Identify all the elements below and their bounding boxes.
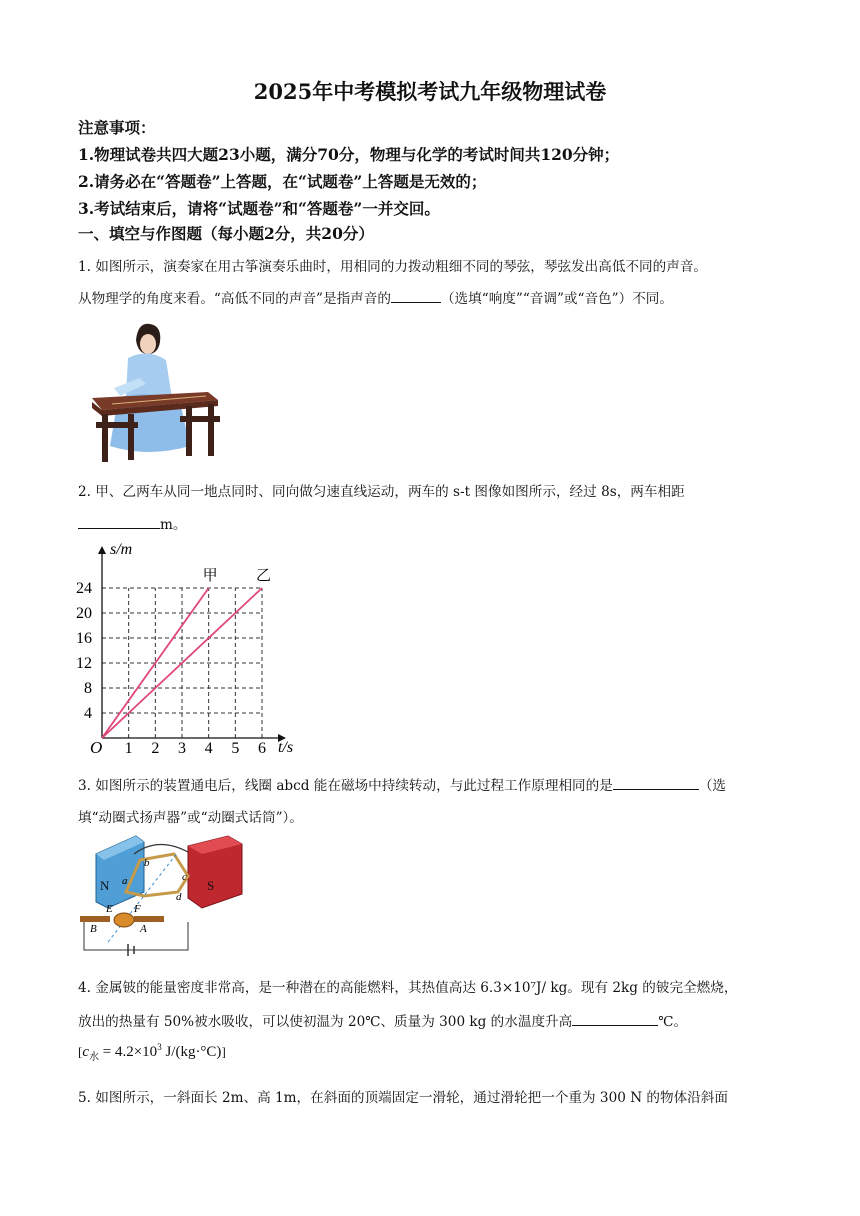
motor-figure — [78, 832, 248, 962]
q1-answer-blank[interactable] — [391, 288, 441, 303]
q4-text-b: ℃。 — [658, 1014, 688, 1030]
label-N: N — [100, 878, 110, 893]
guzheng-player-figure — [88, 318, 228, 466]
series-label: 甲 — [202, 566, 218, 584]
label-A: A — [140, 923, 147, 935]
label-F: F — [134, 903, 141, 915]
label-c: c — [182, 871, 187, 883]
notice-item-3: 3.考试结束后，请将“试题卷”和“答题卷”一并交回。 — [78, 199, 440, 218]
q3-answer-blank[interactable] — [613, 775, 699, 790]
q5-line1: 5. 如图所示，一斜面长 2m、高 1m，在斜面的顶端固定一滑轮，通过滑轮把一个重为 300 N 的物体沿斜面 — [78, 1090, 728, 1106]
formula-c: c — [82, 1044, 90, 1060]
x-tick-label: 4 — [204, 740, 213, 757]
q4-answer-blank[interactable] — [572, 1011, 658, 1026]
label-S: S — [207, 878, 215, 893]
formula-unit: J/(kg·°C) — [161, 1044, 222, 1060]
q3-line2: 填“动圈式扬声器”或“动圈式话筒”）。 — [78, 810, 303, 826]
label-b: b — [144, 857, 150, 869]
y-axis-arrow — [98, 546, 106, 554]
q4-line2 — [78, 1010, 687, 1030]
formula-sub: 水 — [89, 1052, 100, 1063]
notice-heading: 注意事项： — [78, 118, 156, 137]
q2-line1: 2. 甲、乙两车从同一地点同时、同向做匀速直线运动，两车的 s-t 图像如图所示，经过 8s，两车相距 — [78, 484, 685, 500]
q4-line1: 4. 金属铍的能量密度非常高，是一种潜在的高能燃料，其热值高达 6.3×10⁷J/ kg。现有 2kg 的铍完全燃烧， — [78, 980, 738, 996]
x-axis-label: t/s — [278, 739, 294, 756]
y-tick-label: 16 — [76, 630, 92, 647]
y-tick-label: 24 — [76, 580, 92, 597]
label-a: a — [122, 875, 128, 887]
q1-text-a: 从物理学的角度来看。“高低不同的声音”是指声音的 — [78, 291, 391, 307]
label-d: d — [176, 891, 182, 903]
chart-series — [102, 566, 271, 738]
q3-line1 — [78, 774, 726, 794]
label-E: E — [106, 903, 113, 915]
x-tick-label: 2 — [151, 740, 160, 757]
label-B: B — [90, 923, 97, 935]
origin-label: O — [90, 738, 103, 757]
q1-line1: 1. 如图所示，演奏家在用古筝演奏乐曲时，用相同的力拨动粗细不同的琴弦，琴弦发出高低不同的声音。 — [78, 259, 708, 275]
q1-line2 — [78, 287, 673, 307]
q3-text-a: 3. 如图所示的装置通电后，线圈 abcd 能在磁场中持续转动，与此过程工作原理相同的是 — [78, 778, 613, 794]
x-tick-label: 3 — [178, 740, 186, 757]
formula-exp: 3 — [157, 1042, 162, 1052]
y-tick-label: 8 — [84, 680, 92, 697]
y-tick-label: 20 — [76, 605, 92, 622]
y-tick-label: 12 — [76, 655, 92, 672]
notice-item-1: 1.物理试卷共四大题23小题，满分70分，物理与化学的考试时间共120分钟； — [78, 145, 620, 164]
y-tick-label: 4 — [84, 705, 92, 722]
x-tick-label: 1 — [124, 740, 133, 757]
q2-line2 — [78, 513, 186, 533]
q2-text-b: m。 — [160, 517, 187, 533]
specific-heat-formula: [$c_水 = 4.2\times 10^3$ J/(kg·°C)] — [78, 1042, 226, 1063]
q4-text-a: 放出的热量有 50%被水吸收，可以使初温为 20℃、质量为 300 kg 的水温度升高 — [78, 1014, 573, 1030]
notice-item-2: 2.请务必在“答题卷”上答题，在“试题卷”上答题是无效的； — [78, 172, 487, 191]
chart-ticks — [76, 580, 266, 757]
q2-answer-blank[interactable] — [78, 514, 160, 529]
q1-text-b: （选填“响度”“音调”或“音色”）不同。 — [440, 291, 673, 307]
s-t-graph — [76, 540, 308, 760]
x-tick-label: 6 — [258, 740, 266, 757]
section-heading: 一、填空与作图题（每小题2分，共20分） — [78, 224, 374, 243]
x-tick-label: 5 — [231, 740, 240, 757]
y-axis-label: s/m — [110, 541, 133, 558]
page-title: 2025年中考模拟考试九年级物理试卷 — [253, 79, 607, 104]
q3-text-b: （选 — [698, 778, 727, 794]
formula-eq: = 4.2×10 — [99, 1044, 158, 1060]
series-label: 乙 — [256, 566, 272, 584]
